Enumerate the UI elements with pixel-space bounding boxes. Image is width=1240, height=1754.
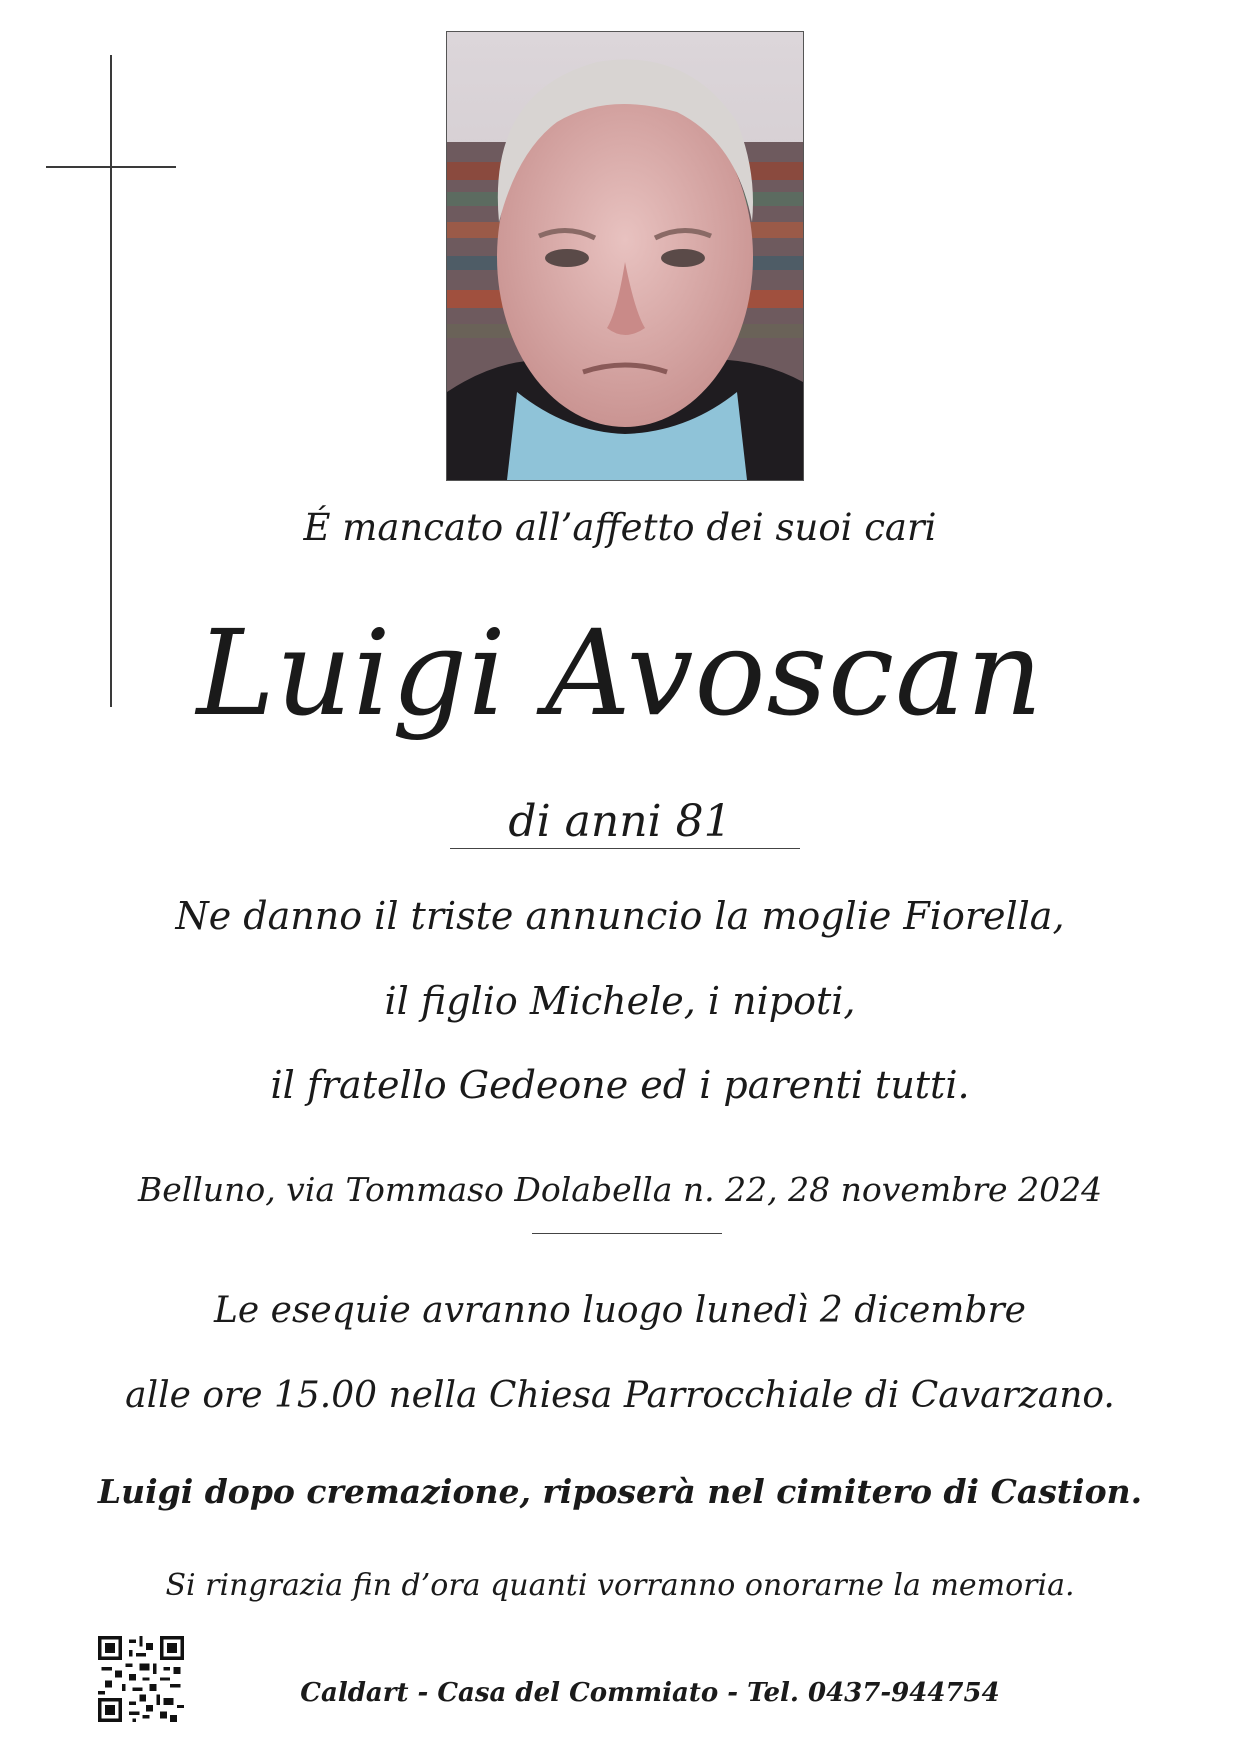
address-divider [532,1233,722,1234]
family-line: il figlio Michele, i nipoti, [384,979,856,1023]
funeral-line: alle ore 15.00 nella Chiesa Parrocchiale di Cavarzano. [125,1375,1115,1416]
age-line: di anni 81 [508,796,732,847]
thanks-line: Si ringrazia fin d’ora quanti vorranno onorarne la memoria. [165,1568,1075,1603]
qr-code-graphic [98,1636,184,1722]
burial-line: Luigi dopo cremazione, riposerà nel cimitero di Castion. [97,1472,1143,1511]
portrait-photo [446,31,804,481]
portrait-illustration [447,32,803,480]
age-divider [450,848,800,849]
funeral-home-contact: Caldart - Casa del Commiato - Tel. 0437-944754 [300,1678,1000,1708]
deceased-name: Luigi Avoscan [196,604,1044,742]
place-date-line: Belluno, via Tommaso Dolabella n. 22, 28 novembre 2024 [137,1170,1103,1209]
qr-code-icon[interactable] [98,1636,184,1722]
family-line: il fratello Gedeone ed i parenti tutti. [270,1063,970,1107]
funeral-line: Le esequie avranno luogo lunedì 2 dicembre [214,1290,1026,1331]
cross-icon-horizontal [46,166,176,168]
family-line: Ne danno il triste annuncio la moglie Fiorella, [175,894,1065,938]
intro-line: É mancato all’affetto dei suoi cari [303,506,937,549]
